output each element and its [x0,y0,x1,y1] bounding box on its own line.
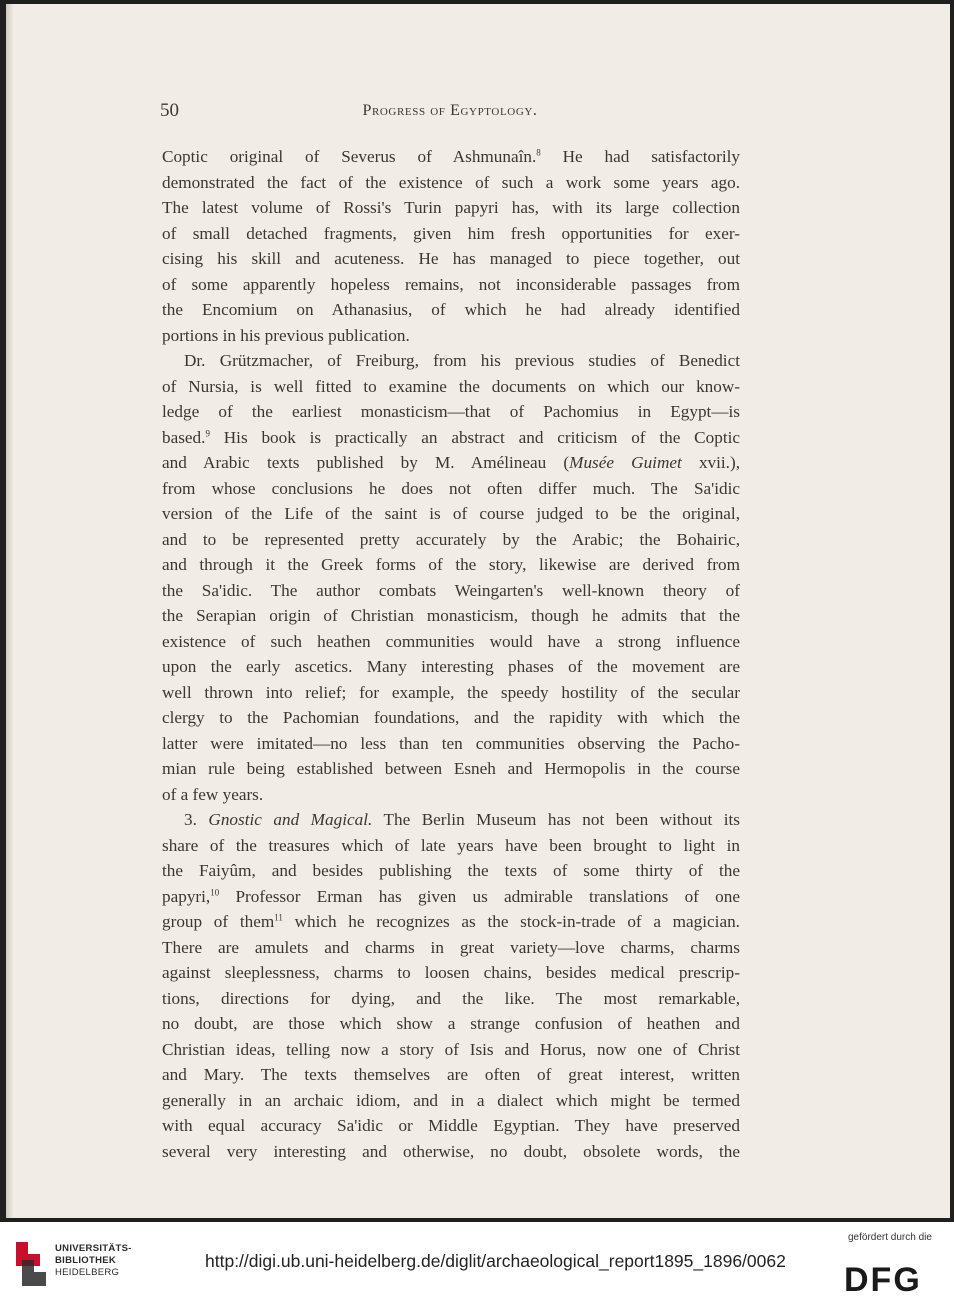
university-library-logo-icon [14,1242,48,1286]
text-line: of small detached fragments, given him fresh opportunities for exer- [162,223,740,243]
italic-title: Musée Guimet [569,453,682,472]
text-line: share of the treasures which of late years have been brought to light in [162,835,740,855]
footnote-ref: 8 [536,147,541,158]
text-line: Christian ideas, telling now a story of Isis and Horus, now one of Christ [162,1039,740,1059]
permalink-url[interactable]: http://digi.ub.uni-heidelberg.de/diglit/archaeological_report1895_1896/0062 [205,1251,786,1271]
text-line: and Mary. The texts themselves are often of great interest, written [162,1065,740,1084]
text-line: latter were imitated—no less than ten communities observing the Pacho- [162,733,740,753]
text-line: and Arabic texts published by M. Amélineau (Musée Guimet xvii.), [162,453,740,472]
text-line: of some apparently hopeless remains, not inconsiderable passages from [162,274,740,294]
text-line: the Serapian origin of Christian monasticism, though he admits that the [162,606,740,625]
text-line: the Sa'idic. The author combats Weingarten's well-known theory of [162,580,740,600]
page-header [160,100,740,124]
text-line: cising his skill and acuteness. He has managed to piece together, out [162,249,740,268]
svg-text:DFG: DFG [844,1262,922,1294]
text-line: the Encomium on Athanasius, of which he had already identified [162,300,740,319]
text-line: mian rule being established between Esneh and Hermopolis in the course [162,759,740,778]
text-line: and to be represented pretty accurately by the Arabic; the Bohairic, [162,529,740,549]
text-line: portions in his previous publication. [162,325,410,345]
text-line: no doubt, are those which show a strange confusion of heathen and [162,1014,740,1033]
section-number: 3. [184,810,197,829]
text-line: papyri,$^{10}$ Professor Erman has given us admirable translations of one [162,886,740,906]
section-heading: Gnostic and Magical. [208,810,373,829]
text-line: with equal accuracy Sa'idic or Middle Egyptian. They have preserved [162,1116,740,1135]
text-line: based.$^9$ His book is practically an abstract and criticism of the Coptic [162,427,740,447]
text-line: of Nursia, is well fitted to examine the documents on which our know- [162,376,740,396]
text-line: version of the Life of the saint is of course judged to be the original, [162,504,740,523]
text-line: against sleeplessness, charms to loosen chains, besides medical prescrip- [162,963,740,982]
text-line: 3. Gnostic and Magical. The Berlin Museum has not been without its [184,810,740,829]
footnote-ref: 10 [210,886,220,897]
university-library-name: UNIVERSITÄTS- BIBLIOTHEK HEIDELBERG [55,1243,132,1278]
paragraph-2 [162,348,740,807]
text-line: Coptic original of Severus of Ashmunaîn.$^8$ He had satisfactorily [162,147,740,166]
text-line: tions, directions for dying, and the like. The most remarkable, [162,988,740,1008]
viewer-footer [0,1222,954,1307]
page-gutter-shadow [6,4,14,1218]
text-line: existence of such heathen communities would have a strong influence [162,631,740,651]
paragraph-1 [162,144,740,348]
text-line: and through it the Greek forms of the story, likewise are derived from [162,555,740,574]
text-line: Dr. Grützmacher, of Freiburg, from his previous studies of Benedict [184,351,740,370]
funding-caption: gefördert durch die [848,1232,932,1243]
running-title: Progress of Egyptology. [362,102,538,119]
text-line: There are amulets and charms in great variety—love charms, charms [162,937,740,957]
footnote-ref: 9 [205,427,210,438]
text-line: from whose conclusions he does not often differ much. The Sa'idic [162,478,740,498]
text-line: generally in an archaic idiom, and in a dialect which might be termed [162,1090,740,1110]
dfg-logo-icon [844,1262,944,1294]
text-line: the Faiyûm, and besides publishing the texts of some thirty of the [162,861,740,880]
text-line: several very interesting and otherwise, no doubt, obsolete words, the [162,1141,740,1161]
text-line: clergy to the Pachomian foundations, and the rapidity with which the [162,708,740,727]
footnote-ref: 11 [274,912,283,923]
body-text [162,144,740,1164]
text-line: demonstrated the fact of the existence of such a work some years ago. [162,172,740,192]
page-number: 50 [160,100,179,121]
text-line: group of them$^{11}$ which he recognizes as the stock-in-trade of a magician. [162,912,740,931]
text-line: upon the early ascetics. Many interesting phases of the movement are [162,657,740,676]
paragraph-3 [162,807,740,1164]
text-line: The latest volume of Rossi's Turin papyri has, with its large collection [162,198,740,217]
text-line: well thrown into relief; for example, the speedy hostility of the secular [162,682,740,702]
text-line: of a few years. [162,784,264,804]
text-line: ledge of the earliest monasticism—that of Pachomius in Egypt—is [162,402,740,421]
